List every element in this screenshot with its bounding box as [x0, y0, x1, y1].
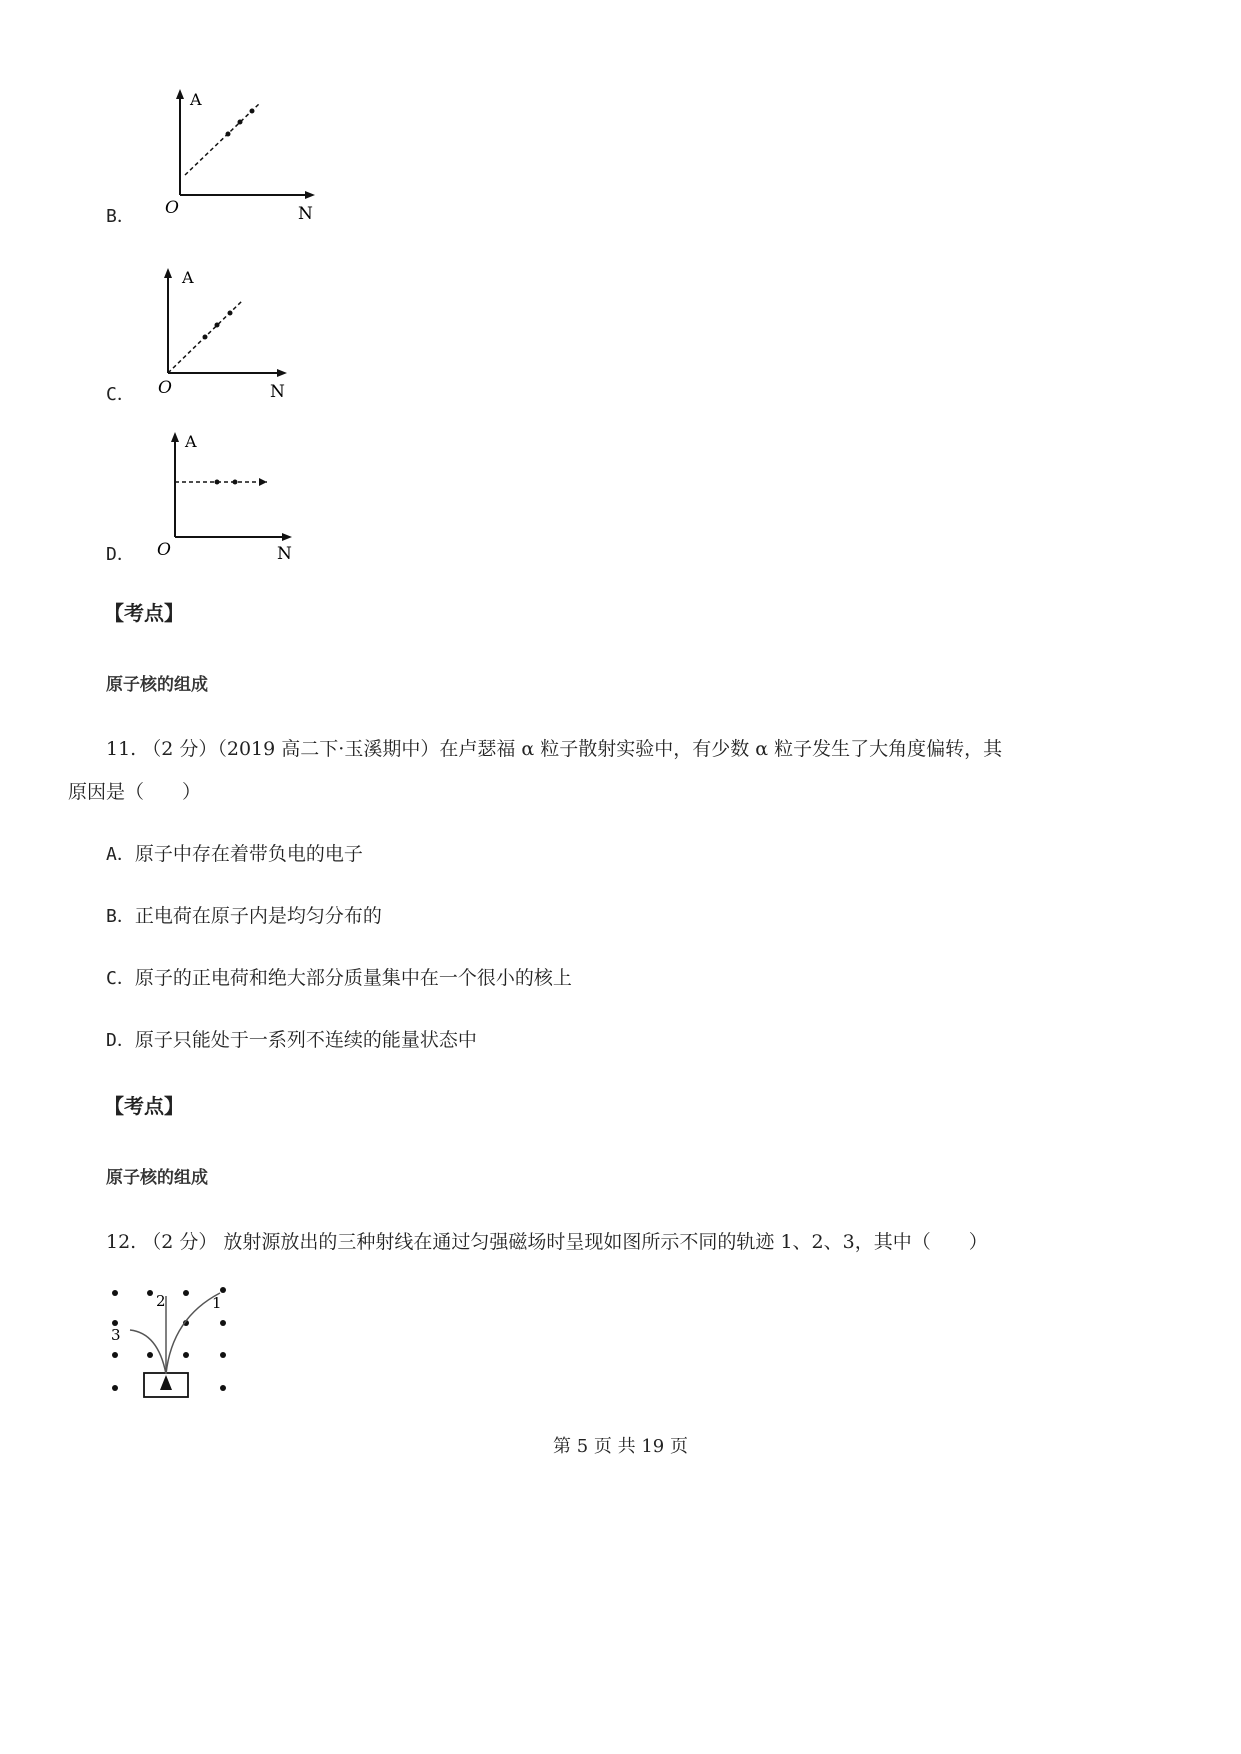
q11-option-b[interactable]: [106, 904, 382, 929]
option-d-label: D．: [106, 544, 135, 565]
origin-label: O: [158, 378, 172, 398]
option-b-label: B．: [106, 206, 135, 227]
axis-label-a: A: [182, 268, 194, 287]
question-12-stem: 12. （2 分） 放射源放出的三种射线在通过匀强磁场时呈现如图所示不同的轨迹 1、2、3，其中（ ）: [106, 1231, 988, 1253]
kaodian-heading: 【考点】: [104, 601, 184, 625]
option-letter: B．: [106, 906, 135, 927]
page-footer: 第 5 页 共 19 页: [553, 1436, 688, 1457]
option-c-label: C．: [106, 384, 135, 405]
graph-option-b: [160, 85, 330, 230]
kaodian-topic-link[interactable]: 原子核的组成: [106, 675, 208, 695]
q11-option-d[interactable]: [106, 1028, 477, 1053]
option-letter: A．: [106, 844, 135, 865]
q11-option-c[interactable]: [106, 966, 572, 991]
graph-option-c: [150, 263, 310, 408]
axis-label-a: A: [190, 90, 202, 109]
origin-label: O: [157, 540, 171, 560]
track-label-3: 3: [111, 1326, 121, 1344]
option-text: 正电荷在原子内是均匀分布的: [134, 905, 382, 927]
question-11-stem-line2: 原因是（ ）: [68, 781, 202, 803]
axis-label-n: N: [277, 544, 292, 564]
graph-option-d: [155, 425, 315, 570]
origin-label: O: [165, 198, 179, 218]
kaodian-heading: 【考点】: [104, 1094, 184, 1118]
axis-label-a: A: [185, 432, 197, 451]
q11-option-a[interactable]: [106, 842, 363, 867]
axis-label-n: N: [298, 204, 313, 224]
option-text: 原子的正电荷和绝大部分质量集中在一个很小的核上: [134, 967, 572, 989]
kaodian-topic-link[interactable]: 原子核的组成: [106, 1168, 208, 1188]
magnetic-field-figure: [100, 1278, 240, 1408]
question-11-stem-line1: 11. （2 分）（2019 高二下·玉溪期中）在卢瑟福 α 粒子散射实验中，有少数 α 粒子发生了大角度偏转，其: [106, 738, 1003, 760]
option-text: 原子只能处于一系列不连续的能量状态中: [134, 1029, 477, 1051]
axis-label-n: N: [270, 382, 285, 402]
track-label-1: 1: [212, 1294, 222, 1312]
track-label-2: 2: [156, 1292, 166, 1310]
option-letter: D．: [106, 1030, 135, 1051]
option-text: 原子中存在着带负电的电子: [134, 843, 363, 865]
option-letter: C．: [106, 968, 135, 989]
